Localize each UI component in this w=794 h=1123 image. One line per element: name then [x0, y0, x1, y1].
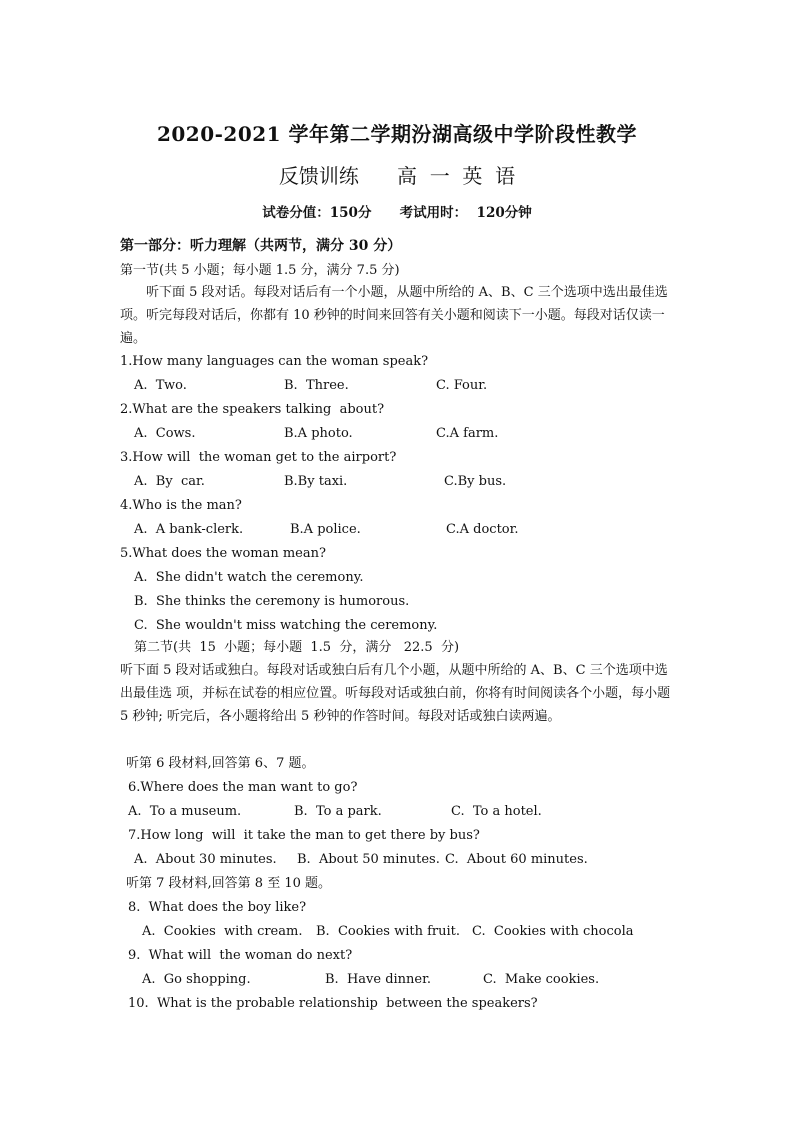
- q7-option-a: A. About 30 minutes.: [134, 852, 277, 867]
- q2-option-c: C.A farm.: [436, 426, 499, 441]
- exam-meta: 试卷分值：150分 考试用时： 120分钟: [262, 205, 532, 221]
- q1-option-c: C. Four.: [436, 378, 488, 393]
- q8-option-b: B. Cookies with fruit.: [316, 924, 461, 939]
- q6-option-b: B. To a park.: [294, 804, 382, 819]
- q1-option-a: A. Two.: [134, 378, 187, 393]
- q4-option-c: C.A doctor.: [446, 522, 519, 537]
- q2-option-a: A. Cows.: [134, 426, 196, 441]
- question-6: 6.Where does the man want to go?: [128, 780, 358, 795]
- question-9: 9. What will the woman do next?: [128, 948, 353, 963]
- material-6-note: 听第 6 段材料,回答第 6、7 题。: [126, 756, 315, 771]
- part1-heading: 第一部分：听力理解（共两节，满分 30 分）: [120, 238, 402, 254]
- question-5: 5.What does the woman mean?: [120, 546, 326, 561]
- q5-option-c: C. She wouldn't miss watching the ceremony.: [134, 618, 438, 633]
- q5-option-a: A. She didn't watch the ceremony.: [134, 570, 364, 585]
- question-7: 7.How long will it take the man to get there by bus?: [128, 828, 480, 843]
- q6-option-a: A. To a museum.: [128, 804, 242, 819]
- q6-option-c: C. To a hotel.: [451, 804, 542, 819]
- q7-option-b: B. About 50 minutes.: [297, 852, 440, 867]
- q8-option-c: C. Cookies with chocola: [472, 924, 634, 939]
- material-7-note: 听第 7 段材料,回答第 8 至 10 题。: [126, 876, 332, 891]
- q8-option-a: A. Cookies with cream.: [142, 924, 303, 939]
- q4-option-a: A. A bank-clerk.: [134, 522, 244, 537]
- question-4: 4.Who is the man?: [120, 498, 242, 513]
- q4-option-b: B.A police.: [290, 522, 361, 537]
- section2-instructions: 听下面 5 段对话或独白。每段对话或独白后有几个小题，从题中所给的 A、B、C 三个选项中选出最佳选 项，并标在试卷的相应位置。听每段对话或独白前，你将有时间阅读各个小题，每小题 5 秒钟; 听完后，各小题将给出 5 秒钟的作答时间。每段对话或独白读两遍。: [120, 663, 671, 724]
- q3-option-a: A. By car.: [134, 474, 205, 489]
- question-8: 8. What does the boy like?: [128, 900, 307, 915]
- q9-option-b: B. Have dinner.: [325, 972, 432, 987]
- exam-title: 2020-2021 学年第二学期汾湖高级中学阶段性教学: [156, 122, 638, 146]
- q3-option-c: C.By bus.: [444, 474, 507, 489]
- section1-instructions: 听下面 5 段对话。每段对话后有一个小题，从题中所给的 A、B、C 三个选项中选出最佳选项。听完每段对话后，你都有 10 秒钟的时间来回答有关小题和阅读下一小题。每段对话仅读一遍。: [120, 285, 668, 346]
- q3-option-b: B.By taxi.: [284, 474, 348, 489]
- q7-option-c: C. About 60 minutes.: [445, 852, 588, 867]
- q5-option-b: B. She thinks the ceremony is humorous.: [134, 594, 410, 609]
- question-2: 2.What are the speakers talking about?: [120, 402, 385, 417]
- q1-option-b: B. Three.: [284, 378, 349, 393]
- question-10: 10. What is the probable relationship between the speakers?: [128, 996, 538, 1011]
- section1-heading: 第一节(共 5 小题；每小题 1.5 分，满分 7.5 分): [120, 263, 400, 278]
- q9-option-c: C. Make cookies.: [483, 972, 600, 987]
- question-1: 1.How many languages can the woman speak?: [120, 354, 429, 369]
- q2-option-b: B.A photo.: [284, 426, 353, 441]
- question-3: 3.How will the woman get to the airport?: [120, 450, 397, 465]
- exam-subtitle: 反馈训练 高 一 英 语: [278, 164, 516, 188]
- q9-option-a: A. Go shopping.: [142, 972, 251, 987]
- section2-heading: 第二节(共 15 小题；每小题 1.5 分，满分 22.5 分): [134, 640, 460, 655]
